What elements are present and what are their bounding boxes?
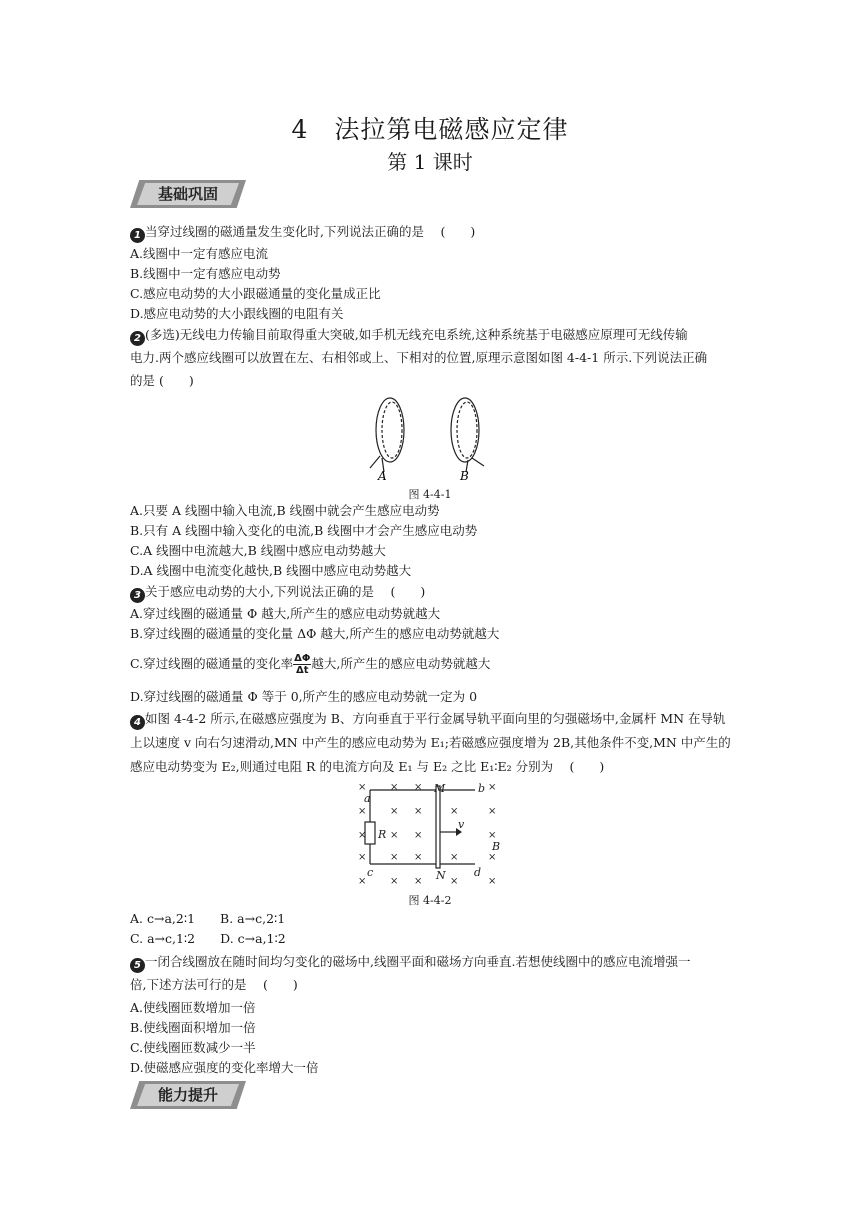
question-number-badge: 3 xyxy=(130,588,145,603)
field-cross-mark: × xyxy=(390,876,399,887)
page-title: 4 法拉第电磁感应定律 xyxy=(291,115,569,144)
question-5-option-a: A.使线圈匝数增加一倍 xyxy=(130,1000,256,1015)
field-cross-mark: × xyxy=(390,782,399,793)
question-4-options-row-2: C. a→c,1∶2 D. c→a,1∶2 xyxy=(130,931,286,946)
question-4-stem-line-1 xyxy=(130,711,726,730)
question-5-text-1: 一闭合线圈放在随时间均匀变化的磁场中,线圈平面和磁场方向垂直.若想使线圈中的感应电流增强一 xyxy=(145,954,691,969)
question-3-option-a: A.穿过线圈的磁通量 Φ 越大,所产生的感应电动势就越大 xyxy=(130,606,441,621)
label-v: v xyxy=(458,818,465,831)
question-3-text: 关于感应电动势的大小,下列说法正确的是 ( ) xyxy=(145,584,426,599)
question-2-option-d: D.A 线圈中电流变化越快,B 线圈中感应电动势越大 xyxy=(130,563,412,578)
question-2-stem-line-1 xyxy=(130,327,688,346)
question-5-option-c: C.使线圈匝数减少一半 xyxy=(130,1040,256,1055)
question-2-text-1: (多选)无线电力传输目前取得重大突破,如手机无线充电系统,这种系统基于电磁感应原理可无线传输 xyxy=(145,327,688,342)
question-5-option-b: B.使线圈面积增加一倍 xyxy=(130,1020,256,1035)
section-banner-ability-label: 能力提升 xyxy=(157,1086,218,1104)
question-5-stem-line-1 xyxy=(130,954,690,973)
question-4-options-row-1: A. c→a,2∶1 B. a→c,2∶1 xyxy=(130,911,286,926)
field-cross-mark: × xyxy=(488,852,497,863)
label-b: b xyxy=(478,782,486,795)
question-3-option-b: B.穿过线圈的磁通量的变化量 ΔΦ 越大,所产生的感应电动势就越大 xyxy=(130,626,500,641)
field-cross-mark: × xyxy=(450,806,459,817)
field-cross-mark: × xyxy=(390,806,399,817)
field-cross-mark: × xyxy=(358,852,367,863)
figure-4-4-2-circuit xyxy=(350,780,510,892)
question-5-stem-line-2: 倍,下述方法可行的是 ( ) xyxy=(130,977,298,992)
resistor-r xyxy=(365,822,375,844)
question-1-option-a: A.线圈中一定有感应电流 xyxy=(130,246,269,261)
question-3-stem xyxy=(130,584,425,603)
coil-a-label: A xyxy=(378,469,387,483)
field-cross-mark: × xyxy=(414,830,423,841)
fraction-numerator: ΔΦ xyxy=(294,653,311,664)
field-cross-mark: × xyxy=(488,782,497,793)
question-3-option-d: D.穿过线圈的磁通量 Φ 等于 0,所产生的感应电动势就一定为 0 xyxy=(130,689,478,704)
coil-b-outer xyxy=(451,398,479,462)
field-cross-mark: × xyxy=(488,806,497,817)
question-2-option-a: A.只要 A 线圈中输入电流,B 线圈中就会产生感应电动势 xyxy=(130,503,440,518)
field-cross-mark: × xyxy=(358,876,367,887)
label-a: a xyxy=(364,792,371,805)
field-cross-mark: × xyxy=(358,830,367,841)
coil-a-inner xyxy=(382,402,402,458)
question-number-badge: 2 xyxy=(130,331,145,346)
section-banner-ability xyxy=(130,1081,246,1109)
field-cross-mark: × xyxy=(450,852,459,863)
field-cross-mark: × xyxy=(450,876,459,887)
question-4-stem-line-3: 感应电动势变为 E₂,则通过电阻 R 的电流方向及 E₁ 与 E₂ 之比 E₁∶E₂ 分别为 ( ) xyxy=(130,759,605,774)
question-number-badge: 5 xyxy=(130,958,145,973)
field-cross-mark: × xyxy=(414,852,423,863)
question-2-option-c: C.A 线圈中电流越大,B 线圈中感应电动势越大 xyxy=(130,543,386,558)
section-banner-basic-label: 基础巩固 xyxy=(157,185,218,203)
question-1-option-c: C.感应电动势的大小跟磁通量的变化量成正比 xyxy=(130,286,381,301)
section-banner-basic xyxy=(130,180,246,208)
label-r: R xyxy=(378,828,387,841)
question-4-text-1: 如图 4-4-2 所示,在磁感应强度为 B、方向垂直于平行金属导轨平面向里的匀强磁场中,金属杆 MN 在导轨 xyxy=(145,711,726,726)
fraction-rate xyxy=(293,653,311,676)
field-cross-mark: × xyxy=(390,852,399,863)
coil-b-inner xyxy=(457,402,477,458)
label-c: c xyxy=(367,866,374,879)
figure-4-4-1-caption: 图 4-4-1 xyxy=(408,488,452,501)
metal-rod-mn xyxy=(436,786,440,868)
question-3-option-c xyxy=(130,651,490,677)
question-2-stem-line-2: 电力.两个感应线圈可以放置在左、右相邻或上、下相对的位置,原理示意图如图 4-4-1 所示.下列说法正确 xyxy=(130,350,708,365)
question-number-badge: 4 xyxy=(130,715,145,730)
question-1-stem xyxy=(130,224,475,243)
page-subtitle: 第 1 课时 xyxy=(387,150,473,174)
fraction-denominator: Δt xyxy=(295,665,309,676)
field-cross-mark: × xyxy=(488,876,497,887)
question-2-stem-line-3: 的是 ( ) xyxy=(130,373,194,388)
question-1-option-d: D.感应电动势的大小跟线圈的电阻有关 xyxy=(130,306,344,321)
label-field-b: B xyxy=(492,840,501,853)
coil-b-lead-1 xyxy=(472,458,484,466)
figure-4-4-1-coils xyxy=(340,392,520,484)
field-cross-mark: × xyxy=(358,782,367,793)
question-number-badge: 1 xyxy=(130,228,145,243)
coil-a-lead-1 xyxy=(370,456,380,468)
option-c-text-after: 越大,所产生的感应电动势就越大 xyxy=(311,656,491,671)
field-cross-mark: × xyxy=(414,806,423,817)
label-d: d xyxy=(474,866,482,879)
question-1-option-b: B.线圈中一定有感应电动势 xyxy=(130,266,281,281)
field-cross-mark: × xyxy=(488,830,497,841)
option-c-text-before: C.穿过线圈的磁通量的变化率 xyxy=(130,656,294,671)
label-m: M xyxy=(434,782,446,795)
question-1-text: 当穿过线圈的磁通量发生变化时,下列说法正确的是 ( ) xyxy=(145,224,476,239)
field-cross-mark: × xyxy=(414,782,423,793)
figure-4-4-2-caption: 图 4-4-2 xyxy=(408,894,452,907)
coil-a-outer xyxy=(376,398,404,462)
field-cross-mark: × xyxy=(414,876,423,887)
field-cross-mark: × xyxy=(358,806,367,817)
question-4-stem-line-2: 上以速度 v 向右匀速滑动,MN 中产生的感应电动势为 E₁;若磁感应强度增为 2B,其他条件不变,MN 中产生的 xyxy=(130,735,731,750)
field-cross-mark: × xyxy=(390,830,399,841)
question-5-option-d: D.使磁感应强度的变化率增大一倍 xyxy=(130,1060,319,1075)
coil-b-label: B xyxy=(460,469,469,483)
question-2-option-b: B.只有 A 线圈中输入变化的电流,B 线圈中才会产生感应电动势 xyxy=(130,523,478,538)
label-n: N xyxy=(436,869,446,882)
